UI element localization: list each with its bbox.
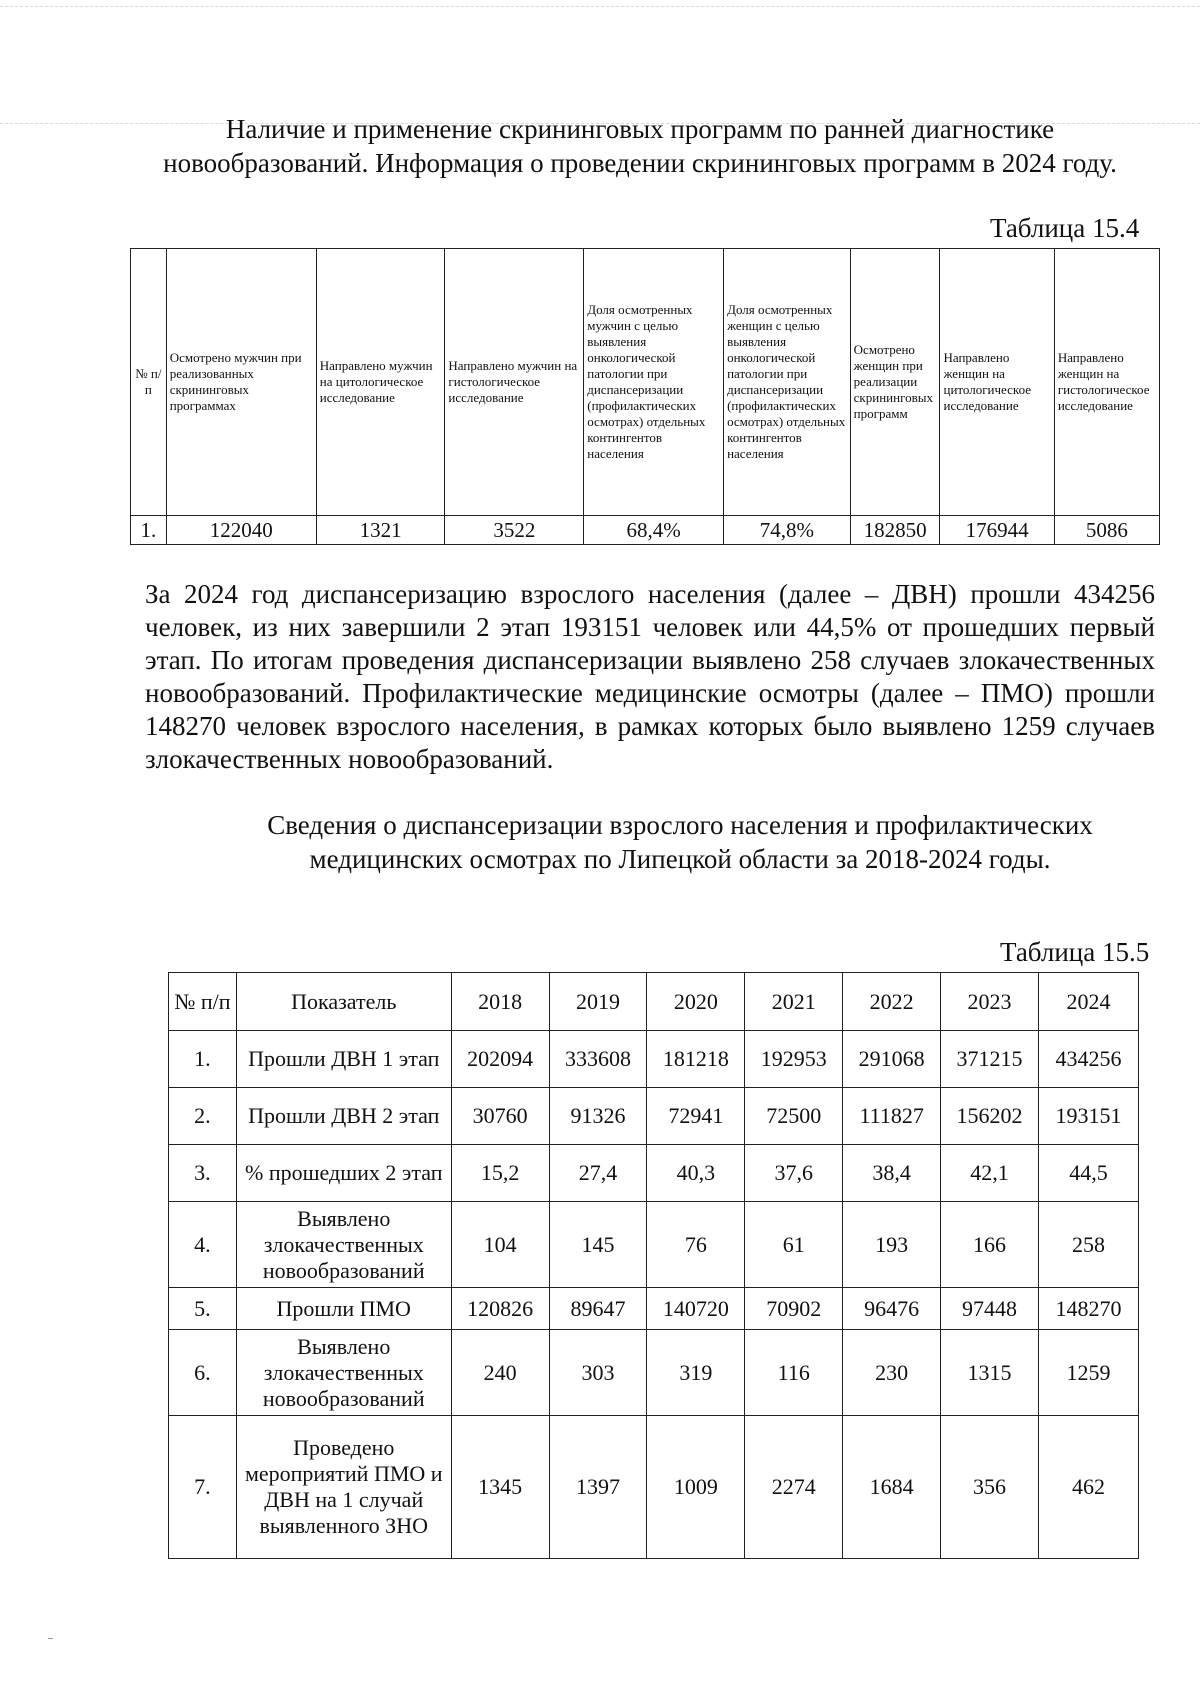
table-cell: 76 — [647, 1202, 745, 1288]
table-cell: 38,4 — [843, 1145, 941, 1202]
table-cell: 15,2 — [451, 1145, 549, 1202]
table-cell: 120826 — [451, 1288, 549, 1330]
table-cell: 72500 — [745, 1088, 843, 1145]
column-header: 2018 — [451, 973, 549, 1031]
column-header: Доля осмотренных женщин с целью выявления онкологической патологии при диспансеризации (профилактических осмотрах) отдельных контингентов населения — [724, 249, 851, 516]
table-cell: 202094 — [451, 1031, 549, 1088]
scan-edge-top — [0, 6, 1200, 7]
column-header: Направлено женщин на цитологическое исследование — [940, 249, 1054, 516]
table-cell: Прошли ПМО — [236, 1288, 451, 1330]
table-cell: 5086 — [1054, 516, 1159, 545]
table-cell: 145 — [549, 1202, 647, 1288]
column-header: Осмотрено женщин при реализации скрининговых программ — [850, 249, 940, 516]
dispensary-heading: Сведения о диспансеризации взрослого населения и профилактических медицинских осмотрах по Липецкой области за 2018-2024 годы. — [267, 810, 1093, 874]
table-row — [169, 1416, 1139, 1559]
table-cell: 193 — [843, 1202, 941, 1288]
column-header: 2020 — [647, 973, 745, 1031]
table-row — [169, 1031, 1139, 1088]
table-cell: 97448 — [941, 1288, 1039, 1330]
table-cell: 182850 — [850, 516, 940, 545]
table-cell: 68,4% — [584, 516, 724, 545]
column-header: Направлено женщин на гистологическое исследование — [1054, 249, 1159, 516]
table-row — [131, 516, 1160, 545]
table-cell: 291068 — [843, 1031, 941, 1088]
table-cell: 230 — [843, 1330, 941, 1416]
table-cell: 462 — [1039, 1416, 1139, 1559]
table-cell: 166 — [941, 1202, 1039, 1288]
table-cell: 1321 — [316, 516, 445, 545]
table-cell: 176944 — [940, 516, 1054, 545]
column-header: Осмотрено мужчин при реализованных скрининговых программах — [166, 249, 316, 516]
table-cell: 6. — [169, 1330, 237, 1416]
table-cell: 91326 — [549, 1088, 647, 1145]
table-cell: 333608 — [549, 1031, 647, 1088]
table-cell: 37,6 — [745, 1145, 843, 1202]
table-header-row — [131, 249, 1160, 516]
table-cell: Проведено мероприятий ПМО и ДВН на 1 случай выявленного ЗНО — [236, 1416, 451, 1559]
table-cell: 1259 — [1039, 1330, 1139, 1416]
table-15-4-label: Таблица 15.4 — [990, 213, 1140, 243]
column-header: 2022 — [843, 973, 941, 1031]
table-cell: 2274 — [745, 1416, 843, 1559]
table-cell: 192953 — [745, 1031, 843, 1088]
table-cell: 2. — [169, 1088, 237, 1145]
table-cell: 434256 — [1039, 1031, 1139, 1088]
table-cell: 3522 — [445, 516, 584, 545]
table-cell: 27,4 — [549, 1145, 647, 1202]
column-header: 2023 — [941, 973, 1039, 1031]
table-header-row — [169, 973, 1139, 1031]
table-cell: 4. — [169, 1202, 237, 1288]
table-cell: 44,5 — [1039, 1145, 1139, 1202]
column-header: Доля осмотренных мужчин с целью выявления онкологической патологии при диспансеризации (профилактических осмотрах) отдельных контингентов населения — [584, 249, 724, 516]
table-cell: 72941 — [647, 1088, 745, 1145]
table-cell: 7. — [169, 1416, 237, 1559]
table-cell: 1. — [131, 516, 167, 545]
table-cell: 1. — [169, 1031, 237, 1088]
table-cell: 258 — [1039, 1202, 1139, 1288]
table-cell: 5. — [169, 1288, 237, 1330]
table-cell: Прошли ДВН 2 этап — [236, 1088, 451, 1145]
table-15-5-label: Таблица 15.5 — [1000, 937, 1150, 967]
table-row — [169, 1145, 1139, 1202]
table-cell: 96476 — [843, 1288, 941, 1330]
table-cell: 40,3 — [647, 1145, 745, 1202]
column-header: 2024 — [1039, 973, 1139, 1031]
table-cell: 122040 — [166, 516, 316, 545]
scan-speck — [48, 1638, 53, 1639]
table-cell: 89647 — [549, 1288, 647, 1330]
table-cell: 193151 — [1039, 1088, 1139, 1145]
column-header: № п/п — [131, 249, 167, 516]
table-cell: 1009 — [647, 1416, 745, 1559]
table-row — [169, 1330, 1139, 1416]
table-cell: 1345 — [451, 1416, 549, 1559]
table-cell: % прошедших 2 этап — [236, 1145, 451, 1202]
table-row — [169, 1202, 1139, 1288]
table-cell: Выявлено злокачественных новообразований — [236, 1202, 451, 1288]
column-header: 2021 — [745, 973, 843, 1031]
column-header: Направлено мужчин на цитологическое исследование — [316, 249, 445, 516]
table-cell: 240 — [451, 1330, 549, 1416]
table-cell: 1684 — [843, 1416, 941, 1559]
table-cell: 30760 — [451, 1088, 549, 1145]
table-cell: 42,1 — [941, 1145, 1039, 1202]
table-cell: Выявлено злокачественных новообразований — [236, 1330, 451, 1416]
screening-programs-heading: Наличие и применение скрининговых программ по ранней диагностике новообразований. Информация о проведении скрининговых программ в 2024 году. — [163, 114, 1117, 178]
table-cell: 116 — [745, 1330, 843, 1416]
screening-table — [130, 248, 1160, 545]
table-cell: 70902 — [745, 1288, 843, 1330]
summary-paragraph: За 2024 год диспансеризацию взрослого населения (далее – ДВН) прошли 434256 человек, из них завершили 2 этап 193151 человек или 44,5% от прошедших первый этап. По итогам проведения диспансеризации выявлено 258 случаев злокачественных новообразований. Профилактические медицинские осмотры (далее – ПМО) прошли 148270 человек взрослого населения, в рамках которых было выявлено 1259 случаев злокачественных новообразований. — [145, 579, 1155, 774]
column-header: № п/п — [169, 973, 237, 1031]
table-cell: 61 — [745, 1202, 843, 1288]
table-cell: 1315 — [941, 1330, 1039, 1416]
table-cell: 356 — [941, 1416, 1039, 1559]
table-cell: 1397 — [549, 1416, 647, 1559]
table-cell: Прошли ДВН 1 этап — [236, 1031, 451, 1088]
column-header: Показатель — [236, 973, 451, 1031]
table-cell: 104 — [451, 1202, 549, 1288]
table-row — [169, 1088, 1139, 1145]
table-cell: 319 — [647, 1330, 745, 1416]
table-cell: 74,8% — [724, 516, 851, 545]
table-cell: 3. — [169, 1145, 237, 1202]
table-cell: 303 — [549, 1330, 647, 1416]
column-header: Направлено мужчин на гистологическое исследование — [445, 249, 584, 516]
table-cell: 371215 — [941, 1031, 1039, 1088]
table-row — [169, 1288, 1139, 1330]
table-cell: 148270 — [1039, 1288, 1139, 1330]
table-cell: 111827 — [843, 1088, 941, 1145]
column-header: 2019 — [549, 973, 647, 1031]
table-cell: 140720 — [647, 1288, 745, 1330]
table-cell: 181218 — [647, 1031, 745, 1088]
dispensary-table — [168, 972, 1139, 1559]
table-cell: 156202 — [941, 1088, 1039, 1145]
